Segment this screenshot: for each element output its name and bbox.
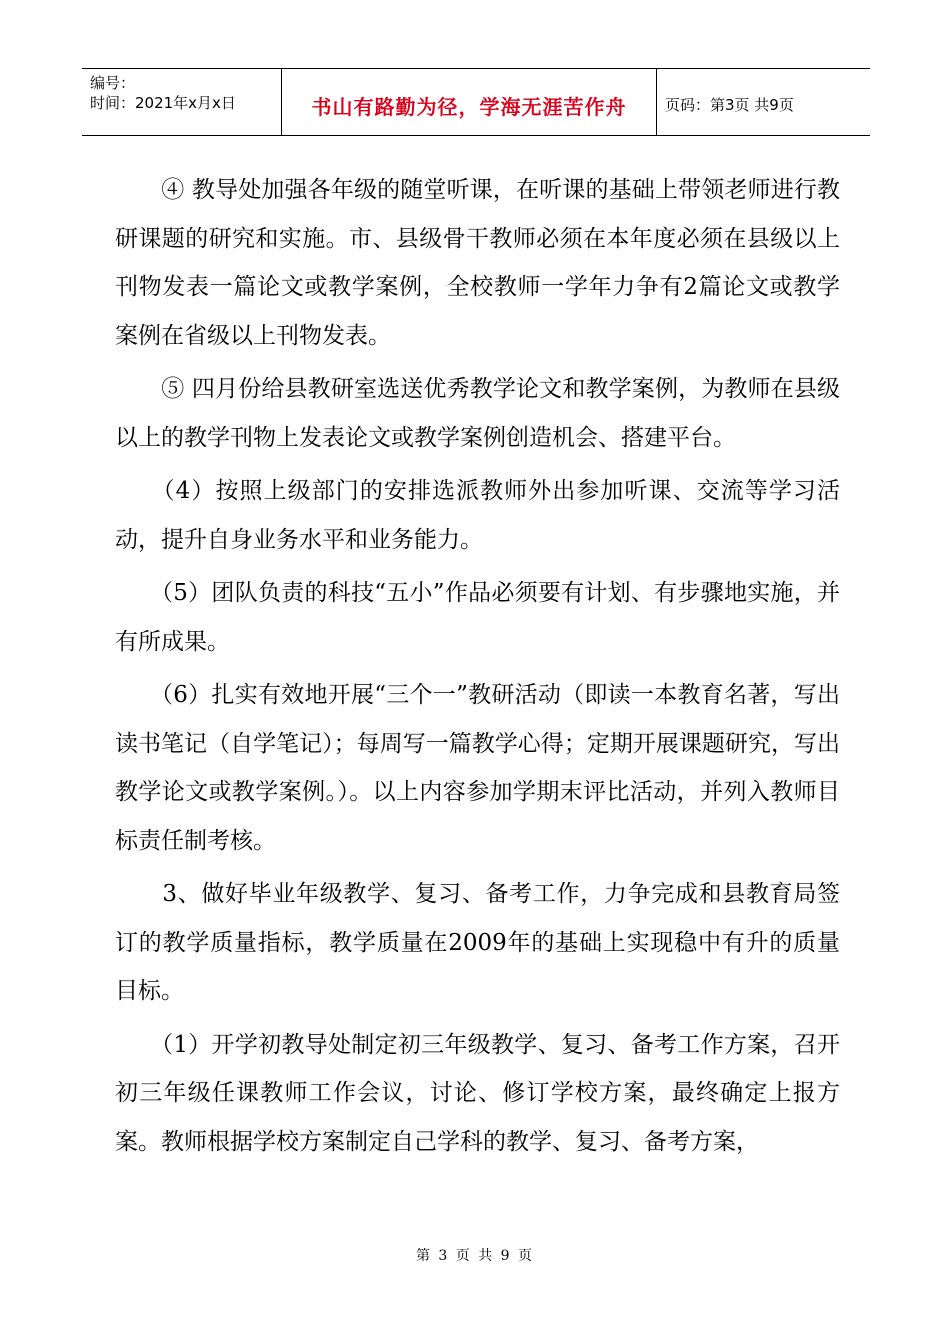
document-time-label: 时间：2021年x月x日 bbox=[90, 94, 236, 112]
paragraph: ④ 教导处加强各年级的随堂听课，在听课的基础上带领老师进行教研课题的研究和实施。市、县级骨干教师必须在本年度必须在县级以上刊物发表一篇论文或教学案例，全校教师一学年力争有2篇论文或教学案例在省级以上刊物发表。 bbox=[115, 177, 840, 349]
motto-text: 书山有路勤为径，学海无涯苦作舟 bbox=[311, 94, 627, 119]
header-page-cell bbox=[657, 69, 870, 135]
document-code-label: 编号： bbox=[90, 74, 136, 92]
paragraph: （5）团队负责的科技“五小”作品必须要有计划、有步骤地实施，并有所成果。 bbox=[115, 580, 840, 655]
paragraph: ⑤ 四月份给县教研室选送优秀教学论文和教学案例，为教师在县级以上的教学刊物上发表论文或教学案例创造机会、搭建平台。 bbox=[115, 376, 840, 451]
header-table bbox=[82, 68, 870, 136]
paragraph: （6）扎实有效地开展“三个一”教研活动（即读一本教育名著，写出读书笔记（自学笔记）；每周写一篇教学心得；定期开展课题研究，写出教学论文或教学案例。）。以上内容参加学期末评比活动，并列入教师目标责任制考核。 bbox=[115, 682, 840, 854]
paragraph: （1）开学初教导处制定初三年级教学、复习、备考工作方案，召开初三年级任课教师工作会议，讨论、修订学校方案，最终确定上报方案。教师根据学校方案制定自己学科的教学、复习、备考方案， bbox=[115, 1031, 840, 1155]
page-footer: 第 3 页 共 9 页 bbox=[415, 1248, 535, 1264]
header-meta-cell bbox=[82, 69, 282, 135]
paragraph: （4）按照上级部门的安排选派教师外出参加听课、交流等学习活动，提升自身业务水平和业务能力。 bbox=[115, 478, 840, 553]
header-motto-cell bbox=[282, 69, 657, 135]
document-body bbox=[115, 166, 840, 1166]
header-page-info: 页码：第3页 共9页 bbox=[665, 95, 794, 114]
paragraph: 3、做好毕业年级教学、复习、备考工作，力争完成和县教育局签订的教学质量指标，教学质量在2009年的基础上实现稳中有升的质量目标。 bbox=[115, 881, 840, 1004]
